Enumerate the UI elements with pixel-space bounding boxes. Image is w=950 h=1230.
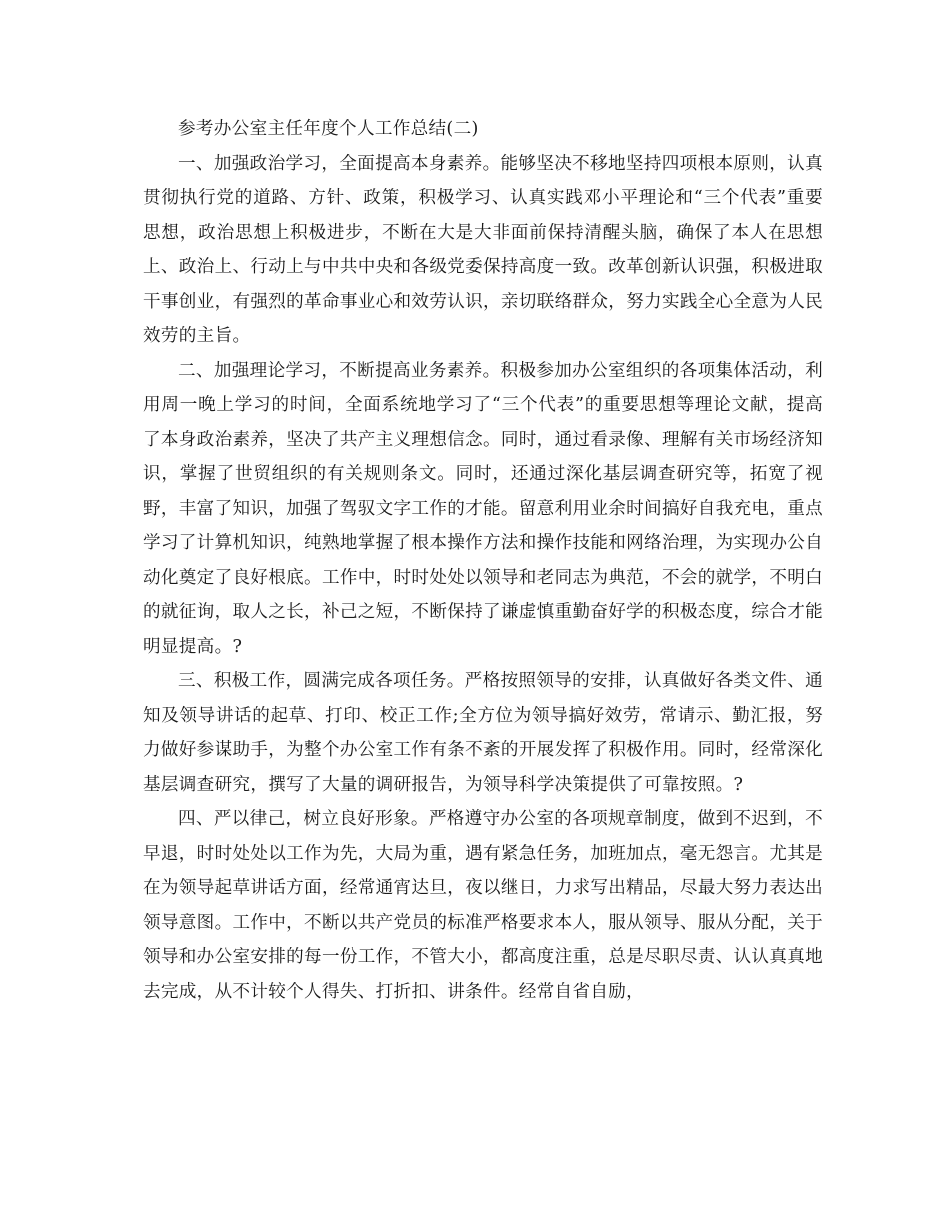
paragraph-1: 一、加强政治学习，全面提高本身素养。能够坚决不移地坚持四项根本原则，认真贯彻执行党的道路、方针、政策，积极学习、认真实践邓小平理论和“三个代表”重要思想，政治思想上积极进步，不断在大是大非面前保持清醒头脑，确保了本人在思想上、政治上、行动上与中共中央和各级党委保持高度一致。改革创新认识强，积极进取干事创业，有强烈的革命事业心和效劳认识，亲切联络群众，努力实践全心全意为人民效劳的主旨。 [143, 153, 823, 346]
document-body [143, 112, 823, 1009]
paragraph-2: 二、加强理论学习，不断提高业务素养。积极参加办公室组织的各项集体活动，利用周一晚上学习的时间，全面系统地学习了“三个代表”的重要思想等理论文献，提高了本身政治素养，坚决了共产主义理想信念。同时，通过看录像、理解有关市场经济知识，掌握了世贸组织的有关规则条文。同时，还通过深化基层调查研究等，拓宽了视野，丰富了知识，加强了驾驭文字工作的才能。留意利用业余时间搞好自我充电，重点学习了计算机知识，纯熟地掌握了根本操作方法和操作技能和网络治理，为实现办公自动化奠定了良好根底。工作中，时时处处以领导和老同志为典范，不会的就学，不明白的就征询，取人之长，补己之短，不断保持了谦虚慎重勤奋好学的积极态度，综合才能明显提高。? [143, 360, 823, 657]
paragraph-3: 三、积极工作，圆满完成各项任务。严格按照领导的安排，认真做好各类文件、通知及领导讲话的起草、打印、校正工作;全方位为领导搞好效劳，常请示、勤汇报，努力做好参谋助手，为整个办公室工作有条不紊的开展发挥了积极作用。同时，经常深化基层调查研究，撰写了大量的调研报告，为领导科学决策提供了可靠按照。? [143, 671, 823, 795]
paragraph-4: 四、严以律己，树立良好形象。严格遵守办公室的各项规章制度，做到不迟到，不早退，时时处处以工作为先，大局为重，遇有紧急任务，加班加点，毫无怨言。尤其是在为领导起草讲话方面，经常通宵达旦，夜以继日，力求写出精品，尽最大努力表达出领导意图。工作中，不断以共产党员的标准严格要求本人，服从领导、服从分配，关于领导和办公室安排的每一份工作，不管大小，都高度注重，总是尽职尽责、认认真真地去完成，从不计较个人得失、打折扣、讲条件。经常自省自励， [143, 809, 823, 1002]
document-title: 参考办公室主任年度个人工作总结(二) [178, 119, 479, 139]
